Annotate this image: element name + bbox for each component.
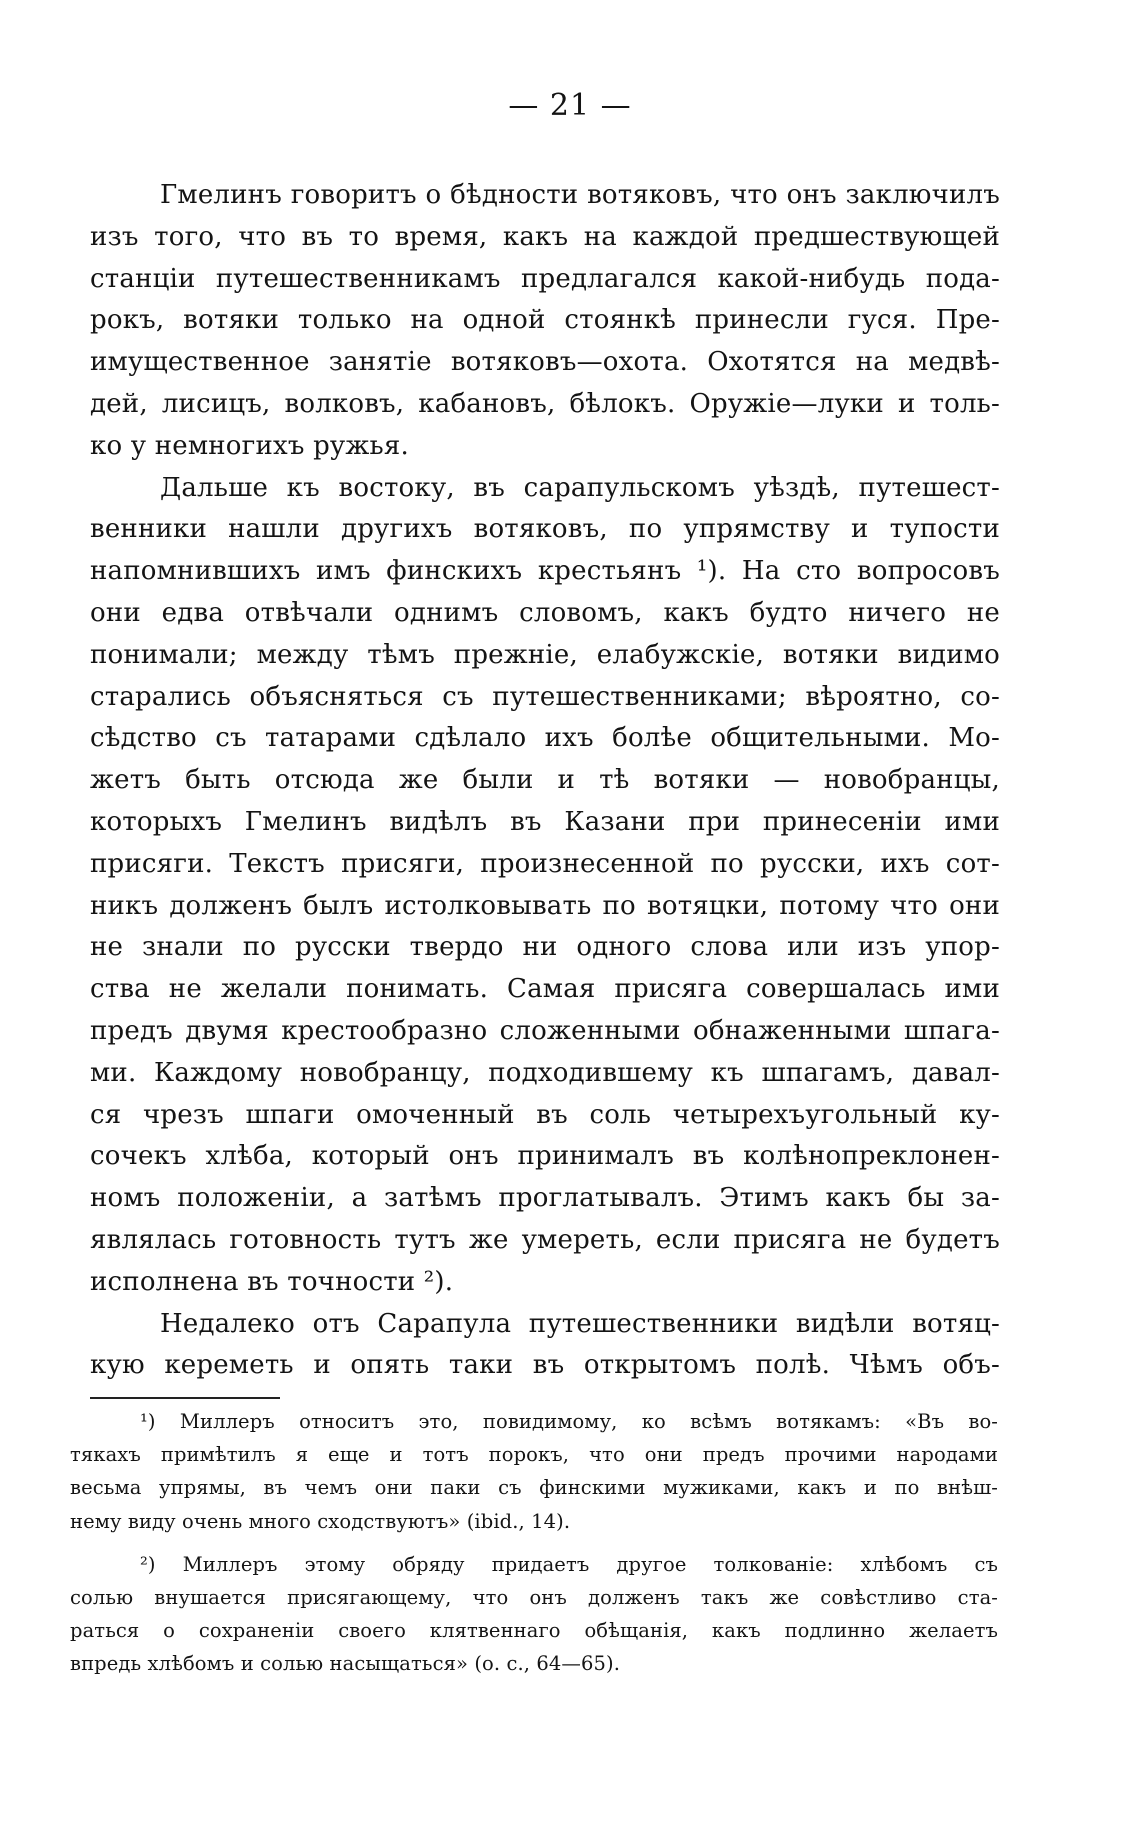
text-line: кую кереметь и опять таки въ открытомъ полѣ. Чѣмъ объ- <box>90 1350 1000 1381</box>
paragraph-1 <box>90 175 1000 468</box>
page-number: — 21 — <box>508 88 632 123</box>
footnote-line: солью внушается присягающему, что онъ долженъ такъ же совѣстливо ста- <box>70 1585 998 1609</box>
footnote-line: весьма упрямы, въ чемъ они паки съ финскими мужиками, какъ и по внѣш- <box>70 1476 998 1500</box>
text-line: номъ положеніи, а затѣмъ проглатывалъ. Этимъ какъ бы за- <box>90 1183 1000 1214</box>
text-line: имущественное занятіе вотяковъ—охота. Охотятся на медвѣ- <box>90 347 1000 378</box>
footnote-2 <box>70 1548 998 1681</box>
text-line: они едва отвѣчали однимъ словомъ, какъ будто ничего не <box>90 597 1000 628</box>
text-line: изъ того, что въ то время, какъ на каждой предшествующей <box>90 221 1000 252</box>
text-line: жетъ быть отсюда же были и тѣ вотяки — новобранцы, <box>90 765 1000 796</box>
footnote-line: раться о сохраненіи своего клятвеннаго обѣщанія, какъ подлинно желаетъ <box>70 1619 998 1643</box>
footnote-line: впредь хлѣбомъ и солью насыщаться» (о. с., 64—65). <box>70 1652 621 1676</box>
text-line: рокъ, вотяки только на одной стоянкѣ принесли гуся. Пре- <box>90 305 1000 336</box>
text-line: ся чрезъ шпаги омоченный въ соль четырехъугольный ку- <box>90 1099 1000 1130</box>
text-line: венники нашли другихъ вотяковъ, по упрямству и тупости <box>90 514 1000 545</box>
text-line: сочекъ хлѣба, который онъ принималъ въ колѣнопреклонен- <box>90 1141 1000 1172</box>
main-text <box>90 175 1000 1387</box>
text-line: Недалеко отъ Сарапула путешественники видѣли вотяц- <box>160 1308 1000 1339</box>
text-line: Гмелинъ говоритъ о бѣдности вотяковъ, что онъ заключилъ <box>160 180 1000 210</box>
text-line: сѣдство съ татарами сдѣлало ихъ болѣе общительными. Мо- <box>90 723 1000 754</box>
paragraph-2 <box>90 468 1000 1304</box>
text-line: станціи путешественникамъ предлагался какой-нибудь пода- <box>90 263 1000 294</box>
footnote-line: нему виду очень много сходствуютъ» (ibid., 14). <box>70 1509 571 1533</box>
footnote-divider <box>90 1397 280 1399</box>
text-line: напомнившихъ имъ финскихъ крестьянъ ¹). На сто вопросовъ <box>90 556 1000 587</box>
paragraph-3 <box>90 1304 1000 1388</box>
text-line: исполнена въ точности ²). <box>90 1266 454 1297</box>
text-line: Дальше къ востоку, въ сарапульскомъ уѣздѣ, путешест- <box>160 472 1000 503</box>
footnote-line: тякахъ примѣтилъ я еще и тотъ порокъ, что они предъ прочими народами <box>70 1443 998 1467</box>
text-line: ства не желали понимать. Самая присяга совершалась ими <box>90 974 1000 1005</box>
text-line: ми. Каждому новобранцу, подходившему къ шпагамъ, давал- <box>90 1057 1000 1088</box>
text-line: присяги. Текстъ присяги, произнесенной по русски, ихъ сот- <box>90 848 1000 879</box>
text-line: старались объясняться съ путешественниками; вѣроятно, со- <box>90 681 1000 712</box>
footnote-1 <box>70 1405 998 1538</box>
footnote-line: ²) Миллеръ этому обряду придаетъ другое толкованіе: хлѣбомъ съ <box>140 1552 998 1576</box>
text-line: являлась готовность тутъ же умереть, если присяга не будетъ <box>90 1224 1000 1255</box>
text-line: понимали; между тѣмъ прежніе, елабужскіе, вотяки видимо <box>90 639 1000 670</box>
footnotes <box>70 1405 998 1681</box>
text-line: дей, лисицъ, волковъ, кабановъ, бѣлокъ. Оружіе—луки и толь- <box>90 388 1000 419</box>
text-line: не знали по русски твердо ни одного слова или изъ упор- <box>90 932 1000 963</box>
text-line: ко у немногихъ ружья. <box>90 430 409 461</box>
text-line: никъ долженъ былъ истолковывать по вотяцки, потому что они <box>90 890 1000 921</box>
text-line: предъ двумя крестообразно сложенными обнаженными шпага- <box>90 1015 1000 1046</box>
text-line: которыхъ Гмелинъ видѣлъ въ Казани при принесеніи ими <box>90 806 1000 837</box>
footnote-gap <box>70 1538 998 1548</box>
footnote-line: ¹) Миллеръ относитъ это, повидимому, ко всѣмъ вотякамъ: «Въ во- <box>140 1410 998 1433</box>
